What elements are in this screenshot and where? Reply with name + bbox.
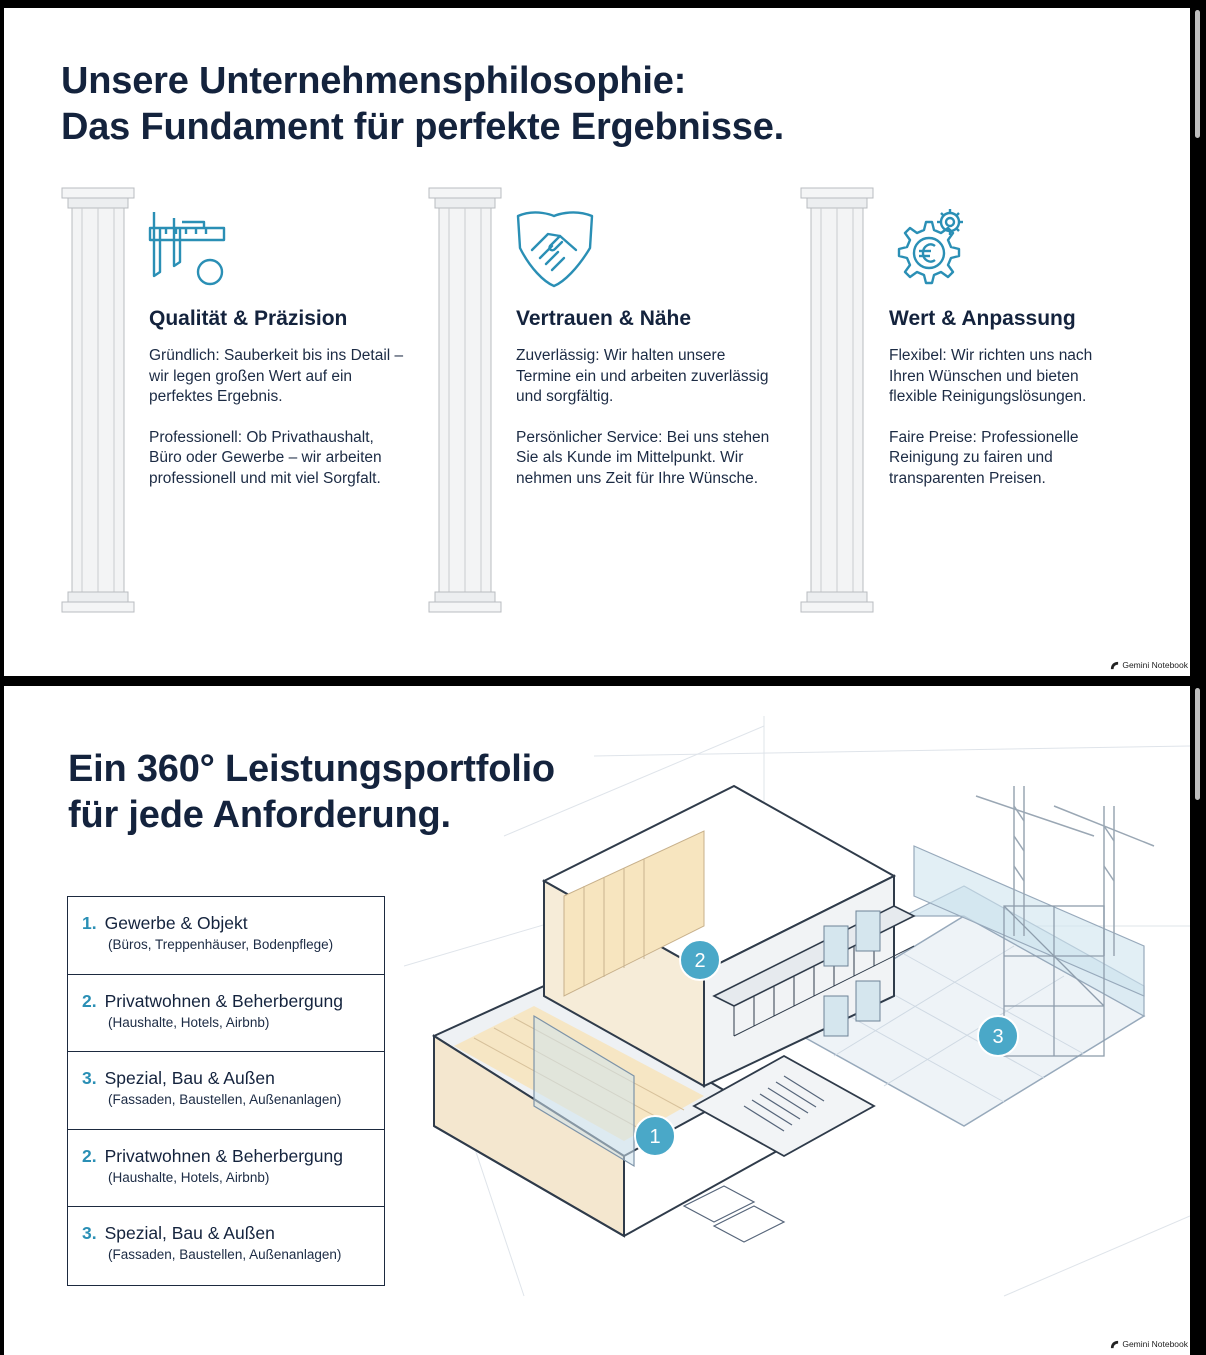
- service-list: [67, 896, 385, 1286]
- service-item: [68, 975, 384, 1053]
- handshake-icon: [514, 206, 596, 290]
- service-name: Gewerbe & Objekt: [104, 913, 248, 933]
- service-name: Spezial, Bau & Außen: [104, 1068, 275, 1089]
- column-body-quality: [149, 346, 409, 509]
- footer-text: Gemini Notebook: [1122, 660, 1188, 670]
- scrollbar-thumb[interactable]: [1195, 10, 1200, 138]
- service-detail: (Haushalte, Hotels, Airbnb): [108, 1169, 270, 1185]
- zone-marker-label: 2: [694, 950, 706, 972]
- service-detail: (Haushalte, Hotels, Airbnb): [108, 1014, 270, 1030]
- column-heading-quality: Qualität & Präzision: [149, 307, 348, 330]
- zone-marker-label: 1: [649, 1126, 661, 1148]
- column-paragraph: Gründlich: Sauberkeit bis ins Detail – wir legen großen Wert auf ein perfektes Ergebnis.: [149, 347, 404, 405]
- slide-title: [61, 58, 784, 150]
- service-number: 3.: [82, 1223, 97, 1244]
- pillar-icon: [427, 186, 503, 616]
- column-paragraph: Zuverlässig: Wir halten unsere Termine ein und arbeiten zuverlässig und sorgfältig.: [516, 347, 769, 405]
- title-line-1: Ein 360° Leistungsportfolio: [68, 748, 555, 790]
- portfolio-slide: [4, 686, 1190, 1355]
- service-item: [68, 1130, 384, 1208]
- zone-marker-1: [635, 1116, 675, 1156]
- title-line-2: Das Fundament für perfekte Ergebnisse.: [61, 106, 785, 148]
- notebook-logo-icon: [1110, 661, 1119, 670]
- service-number: 3.: [82, 1068, 97, 1089]
- column-heading-trust: Vertrauen & Nähe: [516, 307, 692, 330]
- footer-logo: [1110, 1339, 1188, 1349]
- column-paragraph: Faire Preise: Professionelle Reinigung zu fairen und transparenten Preisen.: [889, 428, 1079, 487]
- service-detail: (Fassaden, Baustellen, Außenanlagen): [108, 1092, 342, 1108]
- service-item: [68, 1207, 384, 1285]
- caliper-icon: [146, 206, 228, 290]
- euro-gears-icon: [888, 206, 970, 290]
- title-line-2: für jede Anforderung.: [68, 794, 451, 836]
- service-number: 2.: [82, 1145, 97, 1166]
- philosophy-slide: [4, 8, 1190, 676]
- service-detail: (Büros, Treppenhäuser, Bodenpflege): [108, 937, 334, 952]
- column-paragraph: Professionell: Ob Privathaushalt, Büro oder Gewerbe – wir arbeiten professionell und mit viel Sorgfalt.: [149, 428, 382, 487]
- service-number: 2.: [82, 990, 97, 1011]
- column-body-trust: [516, 346, 778, 509]
- service-name: Spezial, Bau & Außen: [104, 1223, 275, 1244]
- zone-marker-3: [978, 1016, 1018, 1056]
- footer-logo: [1110, 660, 1188, 670]
- column-heading-value: Wert & Anpassung: [889, 307, 1076, 330]
- service-detail: (Fassaden, Baustellen, Außenanlagen): [108, 1247, 342, 1263]
- zone-marker-label: 3: [992, 1026, 1004, 1048]
- column-body-value: [889, 346, 1129, 509]
- column-paragraph: Persönlicher Service: Bei uns stehen Sie als Kunde im Mittelpunkt. Wir nehmen uns Zeit für Ihre Wünsche.: [516, 428, 770, 487]
- footer-text: Gemini Notebook: [1122, 1339, 1188, 1349]
- scrollbar-thumb[interactable]: [1195, 688, 1200, 800]
- building-illustration: [404, 696, 1190, 1346]
- service-name: Privatwohnen & Beherbergung: [104, 990, 343, 1011]
- zone-marker-2: [680, 940, 720, 980]
- pillar-icon: [799, 186, 875, 616]
- service-item: [68, 897, 384, 975]
- service-item: [68, 1052, 384, 1130]
- title-line-1: Unsere Unternehmensphilosophie:: [61, 60, 687, 102]
- pillar-icon: [60, 186, 136, 616]
- service-number: 1.: [82, 913, 97, 933]
- column-paragraph: Flexibel: Wir richten uns nach Ihren Wünschen und bieten flexible Reinigungslösungen.: [889, 347, 1093, 405]
- notebook-logo-icon: [1110, 1340, 1119, 1349]
- service-name: Privatwohnen & Beherbergung: [104, 1145, 343, 1166]
